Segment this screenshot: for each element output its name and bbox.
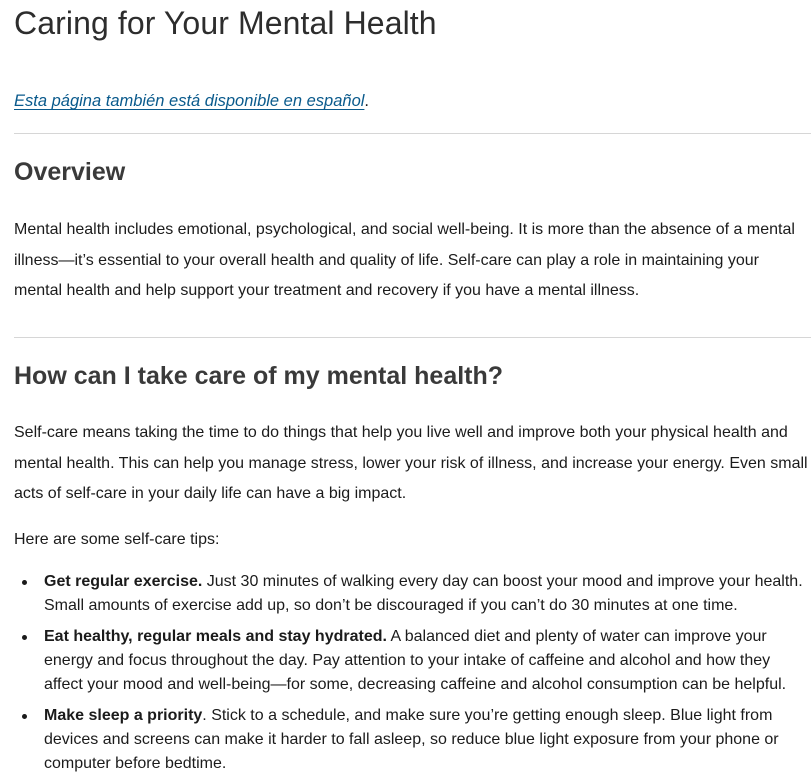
page-title: Caring for Your Mental Health (14, 5, 437, 41)
bullet-icon (22, 714, 27, 719)
language-notice (14, 90, 369, 112)
overview-heading: Overview (14, 158, 126, 186)
bullet-icon (22, 580, 27, 585)
list-item (14, 704, 811, 776)
list-item (14, 625, 811, 697)
tip-title: Make sleep a priority (44, 707, 203, 724)
tip-text: Just 30 minutes of walking every day can boost your mood and improve your health. Small amounts of exercise add up, so don’t be discouraged if you can’t do 30 minutes at one time. (44, 573, 803, 614)
tips-intro: Here are some self-care tips: (14, 531, 220, 548)
bullet-icon (22, 635, 27, 640)
tip-title: Eat healthy, regular meals and stay hydrated. (44, 628, 387, 645)
spanish-version-link[interactable]: Esta página también está disponible en español (14, 92, 365, 110)
care-heading: How can I take care of my mental health? (14, 362, 504, 390)
tip-text: . Stick to a schedule, and make sure you’re getting enough sleep. Blue light from devices and screens can make it harder to fall asleep, so reduce blue light exposure from your phone or computer before bedtime. (44, 707, 779, 772)
overview-paragraph: Mental health includes emotional, psychological, and social well-being. It is more than the absence of a mental illness—it’s essential to your overall health and quality of life. Self-care can play a role in maintaining your mental health and help support your treatment and recovery if you have a mental illness. (14, 221, 795, 299)
tips-list (14, 570, 811, 783)
tip-text: A balanced diet and plenty of water can improve your energy and focus throughout the day. Pay attention to your intake of caffeine and alcohol and how they affect your mood and well-being—for some, decreasing caffeine and alcohol consumption can be helpful. (44, 628, 787, 693)
section-divider (14, 337, 811, 338)
tip-title: Get regular exercise. (44, 573, 203, 590)
section-divider (14, 133, 811, 134)
list-item (14, 570, 811, 618)
care-paragraph: Self-care means taking the time to do things that help you live well and improve both your physical health and mental health. This can help you manage stress, lower your risk of illness, and increase your energy. Even small acts of self-care in your daily life can have a big impact. (14, 424, 808, 502)
language-notice-period: . (364, 92, 370, 110)
